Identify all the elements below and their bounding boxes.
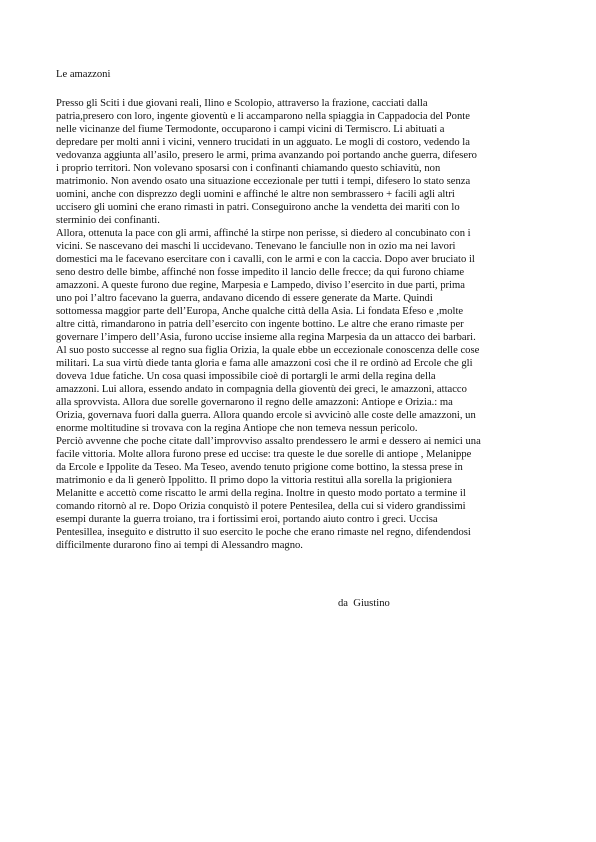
body-line: sottomessa maggior parte dell’Europa, Anche qualche città della Asia. Li fondata Efeso e ,molte xyxy=(56,306,464,317)
body-line: Perciò avvenne che poche citate dall’improvviso assalto prendessero le armi e dessero ai nemici una xyxy=(56,436,481,447)
body-line: domestici ma le facevano esercitare con i cavalli, con le armi e con la caccia. Dopo aver bruciato il xyxy=(56,254,475,265)
body-line: matrimonio. Non avendo osato una situazione eccezionale per tutti i tempi, difesero lo stato senza xyxy=(56,176,471,187)
body-line: Al suo posto successe al regno sua figlia Orizia, la quale ebbe un eccezionale conoscenza delle cose xyxy=(56,345,480,356)
body-line: esempi durante la guerra troiano, tra i fortissimi eroi, portando aiuto contro i greci. Uccisa xyxy=(56,514,438,525)
body-line: uno poi l’altro facevano la guerra, andavano dicendo di essere generate da Marte. Quindi xyxy=(56,293,433,304)
document-signature: da Giustino xyxy=(338,598,390,609)
document-body xyxy=(56,97,546,552)
body-line: Pentesillea, inseguito e distrutto il suo esercito le poche che erano rimaste nel regno, difendendosi xyxy=(56,527,471,538)
body-line: Melanitte e accettò come riscatto le armi della regina. Inoltre in questo modo portato a termine il xyxy=(56,488,466,499)
body-line: altre città, rimandarono in patria dell’esercito con ingente bottino. Le altre che erano rimaste per xyxy=(56,319,464,330)
body-line: nelle vicinanze del fiume Termodonte, occuparono i campi vicini di Termiscro. Li abituati a xyxy=(56,124,445,135)
body-line: vicini. Se nascevano dei maschi li uccidevano. Tenevano le fanciulle non in ozio ma nei lavori xyxy=(56,241,456,252)
body-line: uccisero gli uomini che erano rimasti in patri. Conseguirono anche la vendetta dei mariti con lo xyxy=(56,202,460,213)
body-line: matrimonio e da lì generò Ippolitto. Il primo dopo la vittoria restituì alla sorella la prigioniera xyxy=(56,475,452,486)
body-line: comando ritornò al re. Dopo Orizia conquistò il potere Pentesilea, della cui si videro grandissimi xyxy=(56,501,466,512)
body-line: Orizia, governava fuori dalla guerra. Allora quando ercole si avvicinò alle coste delle amazzoni, un xyxy=(56,410,476,421)
body-line: Presso gli Sciti i due giovani reali, Ilino e Scolopio, attraverso la frazione, cacciati dalla xyxy=(56,98,428,109)
body-line: doveva 1due fatiche. Un cosa quasi impossibile cioè di portargli le armi della regina della xyxy=(56,371,436,382)
body-line: depredare per molti anni i vicini, vennero trucidati in un agguato. Le mogli di costoro, vedendo la xyxy=(56,137,470,148)
body-line: da Ercole e Ippolite da Teseo. Ma Teseo, avendo tenuto prigione come bottino, la stessa prese in xyxy=(56,462,463,473)
body-line: alla sprovvista. Allora due sorelle governarono il regno delle amazzoni: Antiope e Orizia.: ma xyxy=(56,397,453,408)
document-title: Le amazzoni xyxy=(56,69,111,80)
body-line: sterminio dei confinanti. xyxy=(56,215,160,226)
body-line: vedovanza aggiunta all’asilo, presero le armi, prima avanzando poi portando anche guerra, difesero xyxy=(56,150,477,161)
body-line: difficilmente durarono fino ai tempi di Alessandro magno. xyxy=(56,540,303,551)
body-line: facile vittoria. Molte allora furono prese ed uccise: tra queste le due sorelle di antiope , Melanippe xyxy=(56,449,472,460)
body-line: militari. La sua virtù diede tanta gloria e fama alle amazzoni così che il re ordinò ad Ercole che gli xyxy=(56,358,473,369)
body-line: uomini, anche con disprezzo degli uomini e affinché le altre non sembrassero + facili agli altri xyxy=(56,189,455,200)
body-line: governare l’impero dell’Asia, furono uccise insieme alla regina Marpesia da un attacco dei barbari. xyxy=(56,332,476,343)
body-line: seno destro delle bimbe, affinché non fosse impedito il lancio delle frecce; da qui furono chiame xyxy=(56,267,465,278)
body-line: Allora, ottenuta la pace con gli armi, affinché la stirpe non perisse, si diedero al concubinato con i xyxy=(56,228,471,239)
body-line: amazzoni. A queste furono due regine, Marpesia e Lampedo, diviso l’esercito in due parti, prima xyxy=(56,280,465,291)
body-line: enorme moltitudine si trovava con la regina Antiope che non temeva nessun pericolo. xyxy=(56,423,418,434)
body-line: i proprio territori. Non volevano sposarsi con i confinanti chiamando questo schiavitù, non xyxy=(56,163,441,174)
body-line: patria,presero con loro, ingente gioventù e li accamparono nella spiaggia in Cappadocia del Ponte xyxy=(56,111,470,122)
body-line: amazzoni. Lui allora, essendo andato in compagnia della gioventù dei greci, le amazzoni, attacco xyxy=(56,384,467,395)
